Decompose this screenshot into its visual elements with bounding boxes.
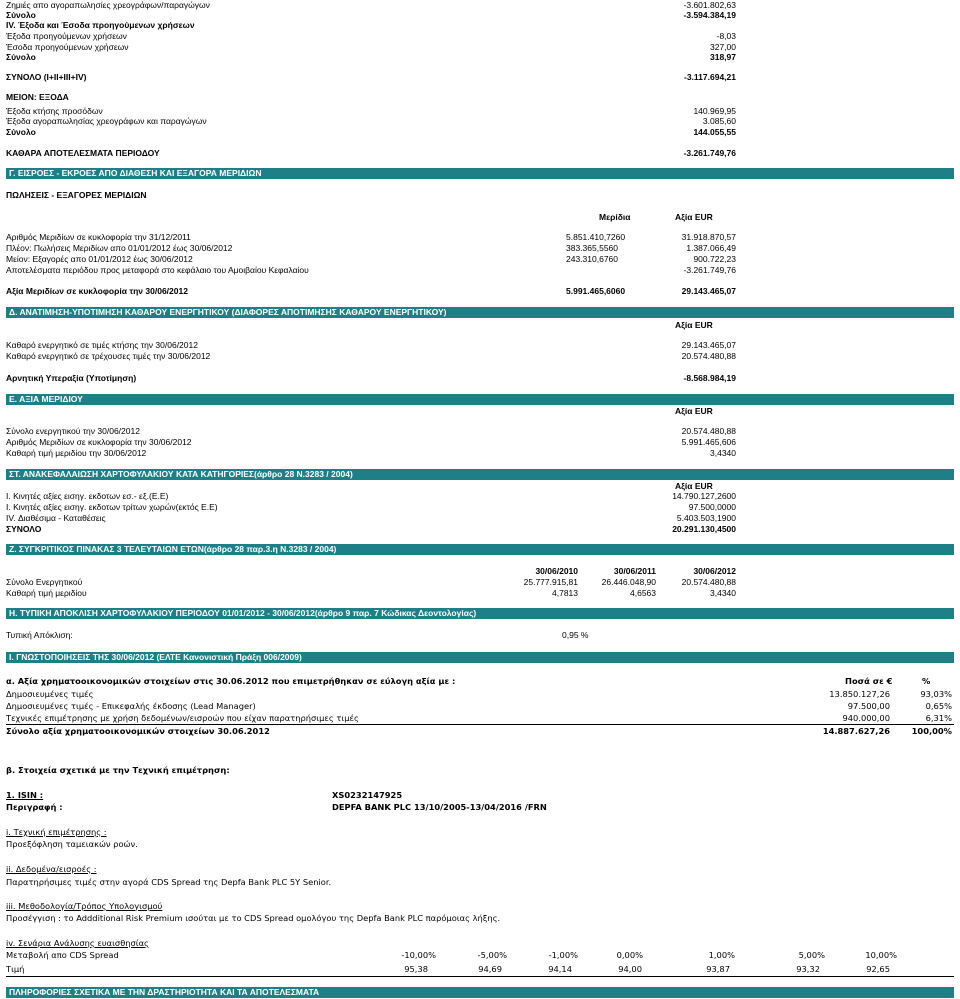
section-header-st: ΣΤ. ΑΝΑΚΕΦΑΛΑΙΩΣΗ ΧΑΡΤΟΦΥΛΑΚΙΟΥ ΚΑΤΑ ΚΑΤΗΓΟΡΙΕΣ(άρθρο 28 Ν.3283 / 2004): [6, 469, 954, 480]
sensitivity-change: 1,00%: [708, 950, 735, 960]
section-subtitle: ΠΩΛΗΣΕΙΣ - ΕΞΑΓΟΡΕΣ ΜΕΡΙΔΙΩΝ: [6, 190, 147, 200]
section-header-e: Ε. ΑΞΙΑ ΜΕΡΙΔΙΟΥ: [6, 394, 954, 405]
column-header-value: Αξία EUR: [675, 406, 713, 416]
row-percent: 93,03%: [920, 689, 952, 699]
column-header-year: 30/06/2012: [693, 566, 736, 576]
column-header-value: Αξία EUR: [675, 320, 713, 330]
column-header-percent: %: [922, 676, 931, 686]
row-label: Καθαρή τιμή μεριδίου: [6, 588, 87, 598]
row-units: 243.310,6760: [566, 254, 618, 264]
subsection-heading: IV. Έξοδα και Έσοδα προηγούμενων χρήσεων: [6, 20, 195, 30]
row-label: Αρνητική Υπεραξία (Υποτίμηση): [6, 373, 137, 383]
row-label: Αξία Μεριδίων σε κυκλοφορία την 30/06/2012: [6, 286, 188, 296]
row-label: Σύνολο ενεργητικού την 30/06/2012: [6, 426, 140, 436]
row-amount: 940.000,00: [842, 713, 890, 723]
row-value: 31.918.870,57: [681, 232, 736, 242]
row-label: Σύνολο: [6, 10, 36, 20]
isin-value: XS0232147925: [332, 790, 403, 800]
row-label: Δημοσιευμένες τιμές - Επικεφαλής έκδοσης (Lead Manager): [6, 701, 256, 711]
row-label: Αριθμός Μεριδίων σε κυκλοφορία την 31/12/2011: [6, 232, 191, 242]
row-value: 4,6563: [630, 588, 656, 598]
row-label: Μείον: Εξαγορές απο 01/01/2012 έως 30/06/2012: [6, 254, 193, 264]
section-header-d: Δ. ΑΝΑΤΙΜΗΣΗ-ΥΠΟΤΙΜΗΣΗ ΚΑΘΑΡΟΥ ΕΝΕΡΓΗΤΙΚΟΥ (ΔΙΑΦΟΡΕΣ ΑΠΟΤΙΜΗΣΗΣ ΚΑΘΑΡΟΥ ΕΝΕΡΓΗΤΙΚΟΥ): [6, 307, 954, 318]
section-header-i: Ι. ΓΝΩΣΤΟΠΟΙΗΣΕΙΣ ΤΗΣ 30/06/2012 (ΕΛΤΕ Κανονιστική Πράξη 006/2009): [6, 652, 954, 663]
column-header-year: 30/06/2010: [535, 566, 578, 576]
row-units: 383.365,5560: [566, 243, 618, 253]
row-value: 97.500,0000: [688, 502, 736, 512]
sensitivity-price: 95,38: [404, 964, 428, 974]
row-amount: 97.500,00: [847, 701, 890, 711]
row-value: 29.143.465,07: [681, 340, 736, 350]
row-label: Έσοδα προηγούμενων χρήσεων: [6, 42, 129, 52]
row-label: Δημοσιευμένες τιμές: [6, 689, 94, 699]
row-value: -3.261.749,76: [683, 265, 736, 275]
row-value: 20.291.130,4500: [672, 524, 736, 534]
column-header-value: Αξία EUR: [675, 481, 713, 491]
row-value: -3.594.384,19: [683, 10, 736, 20]
description-value: DEPFA BANK PLC 13/10/2005-13/04/2016 /FRN: [332, 802, 547, 812]
row-value: 25.777.915,81: [523, 577, 578, 587]
column-header-units: Μερίδια: [599, 212, 631, 222]
row-label: Σύνολο: [6, 127, 36, 137]
row-label: Αριθμός Μεριδίων σε κυκλοφορία την 30/06/2012: [6, 437, 192, 447]
row-value: 26.446.048,90: [601, 577, 656, 587]
column-header-year: 30/06/2011: [613, 566, 656, 576]
row-label: Σύνολο: [6, 52, 36, 62]
row-label: ΣΥΝΟΛΟ: [6, 524, 42, 534]
sensitivity-price: 94,14: [548, 964, 572, 974]
row-label: Καθαρό ενεργητικό σε τιμές κτήσης την 30/06/2012: [6, 340, 198, 350]
sensitivity-price: 94,00: [618, 964, 642, 974]
row-label: Τεχνικές επιμέτρησης με χρήση δεδομένων/εισροών που είχαν παρατηρήσιμες τιμές: [6, 713, 359, 723]
row-value: 0,95 %: [562, 630, 589, 640]
sensitivity-change: 10,00%: [865, 950, 897, 960]
subsection-heading: i. Τεχνική επιμέτρησης :: [6, 827, 107, 837]
row-percent: 100,00%: [911, 726, 952, 736]
row-label: I. Κινητές αξίες εισηγ. εκδοτων εσ.- εξ.(Ε.Ε): [6, 491, 169, 501]
total-label: ΣΥΝΟΛΟ (I+II+III+IV): [6, 72, 87, 82]
row-value: 14.790.127,2600: [672, 491, 736, 501]
isin-label: 1. ISIN :: [6, 790, 44, 800]
row-value: 3.085,60: [702, 116, 736, 126]
row-value: 20.574.480,88: [681, 577, 736, 587]
sensitivity-price: 93,87: [706, 964, 730, 974]
subsection-heading: ii. Δεδομένα/εισροές :: [6, 864, 97, 874]
row-value: 3,4340: [710, 588, 736, 598]
sensitivity-change: -1,00%: [548, 950, 578, 960]
sensitivity-price: 94,69: [478, 964, 502, 974]
row-label: Σύνολο Ενεργητικού: [6, 577, 83, 587]
row-amount: 13.850.127,26: [829, 689, 890, 699]
column-header-amount: Ποσά σε €: [845, 676, 893, 686]
row-percent: 0,65%: [925, 701, 952, 711]
sensitivity-change: 0,00%: [616, 950, 643, 960]
row-value: 20.574.480,88: [681, 426, 736, 436]
sensitivity-price-label: Τιμή: [6, 964, 25, 974]
row-value: 144.055,55: [693, 127, 736, 137]
row-value: -8.568.984,19: [683, 373, 736, 383]
sensitivity-change: -5,00%: [477, 950, 507, 960]
sensitivity-price: 93,32: [796, 964, 820, 974]
row-value: 4,7813: [552, 588, 578, 598]
net-results-value: -3.261.749,76: [683, 148, 736, 158]
row-label: Σύνολο αξία χρηματοοικονομικών στοιχείων 30.06.2012: [6, 726, 270, 736]
row-value: 5.991.465,606: [681, 437, 736, 447]
row-label: Έξοδα κτήσης προσόδων: [6, 106, 103, 116]
subsection-heading: iv. Σενάρια Ανάλυσης ευαισθησίας: [6, 938, 149, 948]
sensitivity-change: -10,00%: [401, 950, 436, 960]
row-value: 900.722,23: [693, 254, 736, 264]
row-value: 29.143.465,07: [681, 286, 736, 296]
section-header-h: Η. ΤΥΠΙΚΗ ΑΠΟΚΛΙΣΗ ΧΑΡΤΟΦΥΛΑΚΙΟΥ ΠΕΡΙΟΔΟΥ 01/01/2012 - 30/06/2012(άρθρο 9 παρ. 7 Κώδικας Δεοντολογίας): [6, 608, 954, 619]
row-label: Καθαρό ενεργητικό σε τρέχουσες τιμές την 30/06/2012: [6, 351, 211, 361]
subsection-heading: ΜΕΙΟΝ: ΕΞΟΔΑ: [6, 92, 69, 102]
row-label: Τυπική Απόκλιση:: [6, 630, 73, 640]
paragraph: Παρατηρήσιμες τιμές στην αγορά CDS Spread της Depfa Bank PLC 5Y Senior.: [6, 877, 332, 887]
row-value: 20.574.480,88: [681, 351, 736, 361]
total-value: -3.117.694,21: [684, 72, 736, 82]
row-label: Αποτελέσματα περιόδου προς μεταφορά στο κεφάλαιο του Αμοιβαίου Κεφαλαίου: [6, 265, 309, 275]
row-value: -8,03: [716, 31, 736, 41]
row-label: IV. Διαθέσιμα - Καταθέσεις: [6, 513, 106, 523]
paragraph: Προσέγγιση : το Addditional Risk Premium ισούται με το CDS Spread ομολόγου της Depfa Bank PLC παρόμοιας λήξης.: [6, 913, 501, 923]
row-label: Έξοδα προηγούμενων χρήσεων: [6, 31, 127, 41]
sensitivity-change: 5,00%: [798, 950, 825, 960]
sensitivity-price: 92,65: [866, 964, 890, 974]
row-label: Καθαρή τιμή μεριδίου την 30/06/2012: [6, 448, 147, 458]
divider: [6, 724, 954, 725]
divider: [6, 976, 954, 977]
subsection-heading: α. Αξία χρηματοοικονομικών στοιχείων στις 30.06.2012 που επιμετρήθηκαν σε εύλογη αξία με :: [6, 676, 456, 686]
subsection-heading: iii. Μεθοδολογία/Τρόπος Υπολογισμού: [6, 901, 163, 911]
paragraph: Προεξόφληση ταμειακών ροών.: [6, 839, 138, 849]
section-header-z: Ζ. ΣΥΓΚΡΙΤΙΚΟΣ ΠΙΝΑΚΑΣ 3 ΤΕΛΕΥΤΑΙΩΝ ΕΤΩΝ(άρθρο 28 παρ.3.η Ν.3283 / 2004): [6, 544, 954, 555]
section-header-footer: ΠΛΗΡΟΦΟΡΙΕΣ ΣΧΕΤΙΚΑ ΜΕ ΤΗΝ ΔΡΑΣΤΗΡΙΟΤΗΤΑ ΚΑΙ ΤΑ ΑΠΟΤΕΛΕΣΜΑΤΑ: [6, 987, 954, 998]
row-units: 5.851.410,7260: [566, 232, 626, 242]
row-label: Έξοδα αγοραπωλησίας χρεογράφων και παραγώγων: [6, 116, 207, 126]
row-label: I. Κινητές αξίες εισηγ. εκδοτων τρίτων χωρών(εκτός Ε.Ε): [6, 502, 218, 512]
sensitivity-change-label: Μεταβολή απο CDS Spread: [6, 950, 119, 960]
row-value: 5.403.503,1900: [676, 513, 736, 523]
row-value: 318,97: [710, 52, 736, 62]
section-header-g: Γ. ΕΙΣΡΟΕΣ - ΕΚΡΟΕΣ ΑΠΟ ΔΙΑΘΕΣΗ ΚΑΙ ΕΞΑΓΟΡΑ ΜΕΡΙΔΙΩΝ: [6, 168, 954, 179]
row-value: 3,4340: [710, 448, 736, 458]
subsection-heading: β. Στοιχεία σχετικά με την Τεχνική επιμέτρηση:: [6, 765, 230, 775]
row-value: 327,00: [710, 42, 736, 52]
row-value: -3.601.802,63: [683, 0, 736, 10]
row-amount: 14.887.627,26: [822, 726, 890, 736]
row-value: 140.969,95: [693, 106, 736, 116]
row-label: Πλέον: Πωλήσεις Μεριδίων απο 01/01/2012 έως 30/06/2012: [6, 243, 233, 253]
row-value: 1.387.066,49: [686, 243, 736, 253]
row-percent: 6,31%: [925, 713, 952, 723]
row-units: 5.991.465,6060: [566, 286, 626, 296]
description-label: Περιγραφή :: [6, 802, 63, 812]
net-results-label: ΚΑΘΑΡΑ ΑΠΟΤΕΛΕΣΜΑΤΑ ΠΕΡΙΟΔΟΥ: [6, 148, 160, 158]
column-header-value: Αξία EUR: [675, 212, 713, 222]
row-label: Ζημιές απο αγοραπωλησίες χρεογράφων/παραγώγων: [6, 0, 210, 10]
